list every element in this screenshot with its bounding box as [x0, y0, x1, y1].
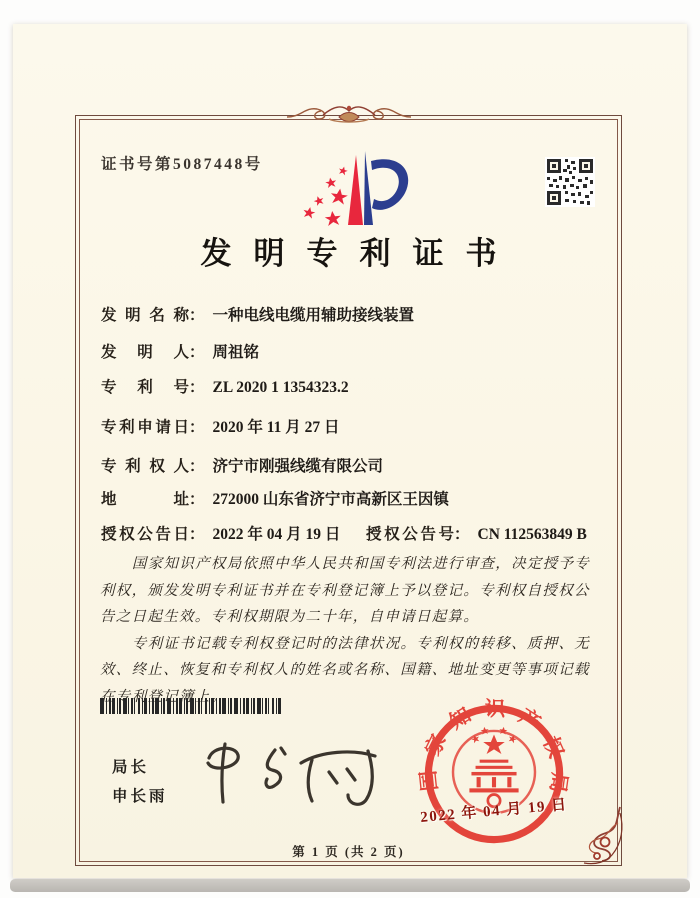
photo-bottom-edge	[10, 879, 690, 892]
field-row-invention-name: 发明名称： 一种电线电缆用辅助接线装置	[101, 303, 414, 325]
qr-code	[545, 157, 595, 207]
logo-stars	[302, 165, 348, 226]
logo-p-bowl	[371, 159, 408, 210]
legal-paragraph-1: 国家知识产权局依照中华人民共和国专利法进行审查，决定授予专利权，颁发发明专利证书并在专利登记簿上予以登记。专利权自授权公告之日起生效。专利权期限为二十年，自申请日起算。	[100, 556, 591, 625]
field-label: 专利申请日	[101, 419, 189, 436]
legal-paragraph-2: 专利证书记载专利权登记时的法律状况。专利权的转移、质押、无效、终止、恢复和专利权人的姓名或名称、国籍、地址变更等事项记载在专利登记簿上。	[100, 635, 591, 705]
field-label: 授权公告日	[101, 526, 189, 543]
seal-text: 国家知识产权局	[417, 698, 571, 795]
field-row-filing-date: 专利申请日： 2020 年 11 月 27 日	[101, 415, 340, 437]
field-label: 授权公告号	[366, 526, 454, 543]
seal-date-stamp: 2022 年 04 月 19 日	[419, 797, 569, 826]
field-label: 发明人	[101, 344, 189, 361]
field-value: ZL 2020 1 1354323.2	[212, 379, 349, 396]
field-value: 周祖铭	[212, 344, 260, 361]
field-row-patent-number: 专利号： ZL 2020 1 1354323.2	[101, 375, 349, 397]
field-row-address: 地址： 272000 山东省济宁市高新区王因镇	[101, 487, 449, 509]
field-label: 专利号	[101, 379, 189, 396]
field-grant-number: 授权公告号： CN 112563849 B	[366, 522, 587, 544]
top-ornament	[283, 97, 415, 125]
field-label: 地址	[101, 491, 189, 508]
field-value: 济宁市刚强线缆有限公司	[212, 458, 384, 475]
field-value: 2020 年 11 月 27 日	[212, 419, 340, 436]
field-value: 272000 山东省济宁市高新区王因镇	[212, 491, 449, 508]
director-title: 局长	[112, 759, 150, 776]
field-value: 一种电线电缆用辅助接线装置	[212, 307, 415, 324]
barcode	[100, 698, 282, 714]
legal-text	[100, 551, 604, 710]
cnipa-logo	[293, 149, 411, 231]
field-row-inventor: 发明人： 周祖铭	[101, 340, 259, 362]
official-seal	[412, 692, 576, 856]
certificate-number: 证书号第5087448号	[101, 156, 263, 173]
logo-red-triangle	[348, 155, 363, 225]
page-indicator: 第 1 页 (共 2 页)	[292, 845, 405, 859]
director-signature	[195, 738, 387, 808]
field-label: 专利权人	[101, 458, 189, 475]
field-row-grant: 授权公告日： 2022 年 04 月 19 日 授权公告号： CN 112563849 B	[101, 522, 605, 544]
director-name: 申长雨	[112, 788, 168, 805]
field-row-patentee: 专利权人： 济宁市刚强线缆有限公司	[101, 454, 383, 476]
field-label: 发明名称	[101, 307, 189, 324]
certificate-paper	[13, 24, 687, 878]
certificate-title: 发明专利证书	[200, 236, 519, 271]
field-value: 2022 年 04 月 19 日	[212, 526, 341, 543]
field-value: CN 112563849 B	[477, 526, 587, 543]
